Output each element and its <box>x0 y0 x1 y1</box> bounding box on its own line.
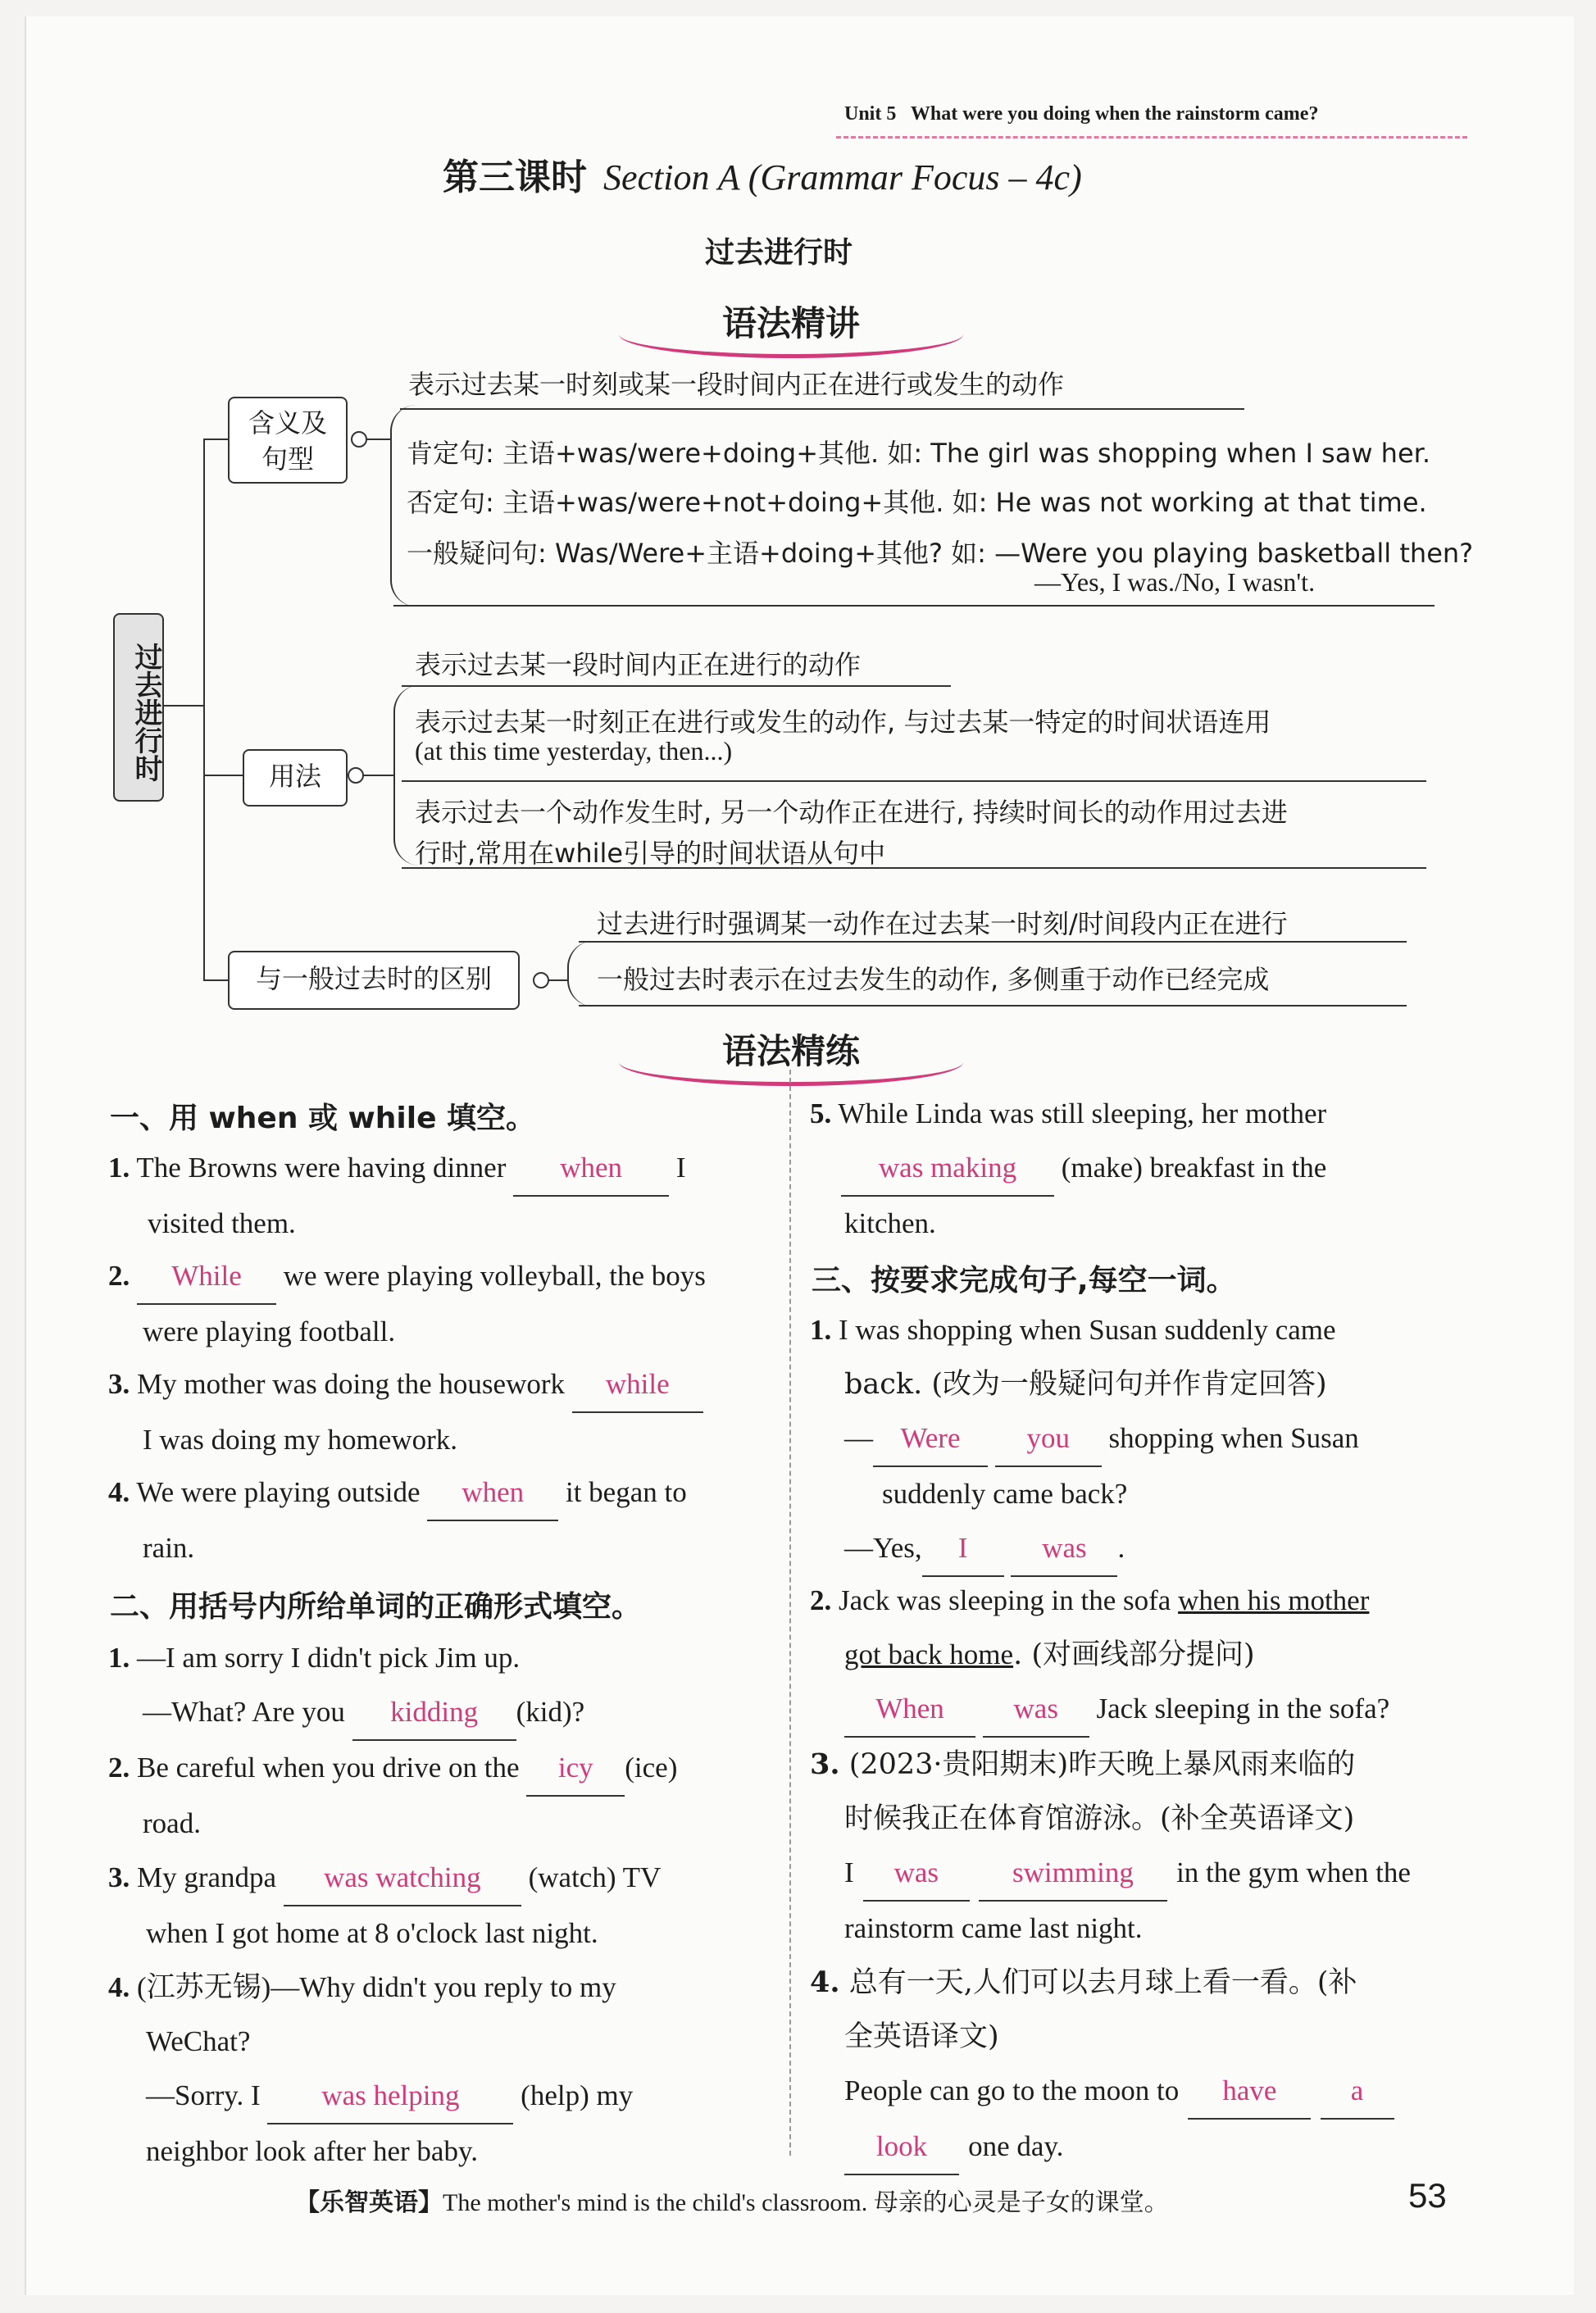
unit-title: What were you doing when the rainstorm came? <box>910 103 1319 125</box>
node2-circle <box>348 767 364 784</box>
node2-usage-b2: (at this time yesterday, then...) <box>415 736 733 766</box>
header-divider <box>836 136 1467 139</box>
banner-label: 语法精练 <box>721 1031 860 1071</box>
s3-question-4: 4. 总有一天,人们可以去月球上看一看。(补 全英语译文) People can go to the moon to have a look one day. <box>810 1956 1394 2175</box>
footer-brand: 【乐智英语】 <box>295 2188 443 2217</box>
s2-question-2: 2. Be careful when you drive on the icy (ice) road. <box>108 1741 677 1851</box>
answer-blank[interactable]: when <box>513 1141 669 1197</box>
answer-blank[interactable]: kidding <box>352 1685 516 1741</box>
node3-diff-b: 一般过去时表示在过去发生的动作, 多侧重于动作已经完成 <box>597 964 1270 995</box>
node1-def-line <box>400 408 1244 410</box>
node3-link <box>548 979 567 981</box>
node3-diff-a: 过去进行时强调某一动作在过去某一时刻/时间段内正在进行 <box>597 908 1288 939</box>
answer-blank[interactable]: I <box>922 1521 1004 1577</box>
answer-blank[interactable]: When <box>844 1682 975 1738</box>
node2-c-line <box>402 867 1426 869</box>
answer-blank[interactable]: you <box>995 1411 1102 1467</box>
lesson-title <box>443 148 1082 200</box>
s1-question-4: 4. We were playing outside when it began to rain. <box>108 1466 687 1575</box>
s1-question-2: 2. While we were playing volleyball, the boys were playing football. <box>108 1249 706 1359</box>
answer-blank[interactable]: was <box>1011 1521 1117 1577</box>
node3-circle <box>533 972 549 988</box>
node2-link <box>362 775 393 776</box>
branch3-connector <box>203 979 228 981</box>
branch2-connector <box>203 775 243 776</box>
answer-blank[interactable]: was making <box>841 1141 1054 1197</box>
root-connector <box>164 705 203 707</box>
node2-usage-b1: 表示过去某一时刻正在进行或发生的动作, 与过去某一特定的时间状语连用 <box>415 707 1271 738</box>
node1-positive: 肯定句: 主语+was/were+doing+其他. 如: The girl was shopping when I saw her. <box>407 438 1431 469</box>
answer-blank[interactable]: when <box>427 1466 558 1521</box>
s3-question-2: 2. Jack was sleeping in the sofa when his mother got back home. (对画线部分提问) When was Jack sleeping in the sofa? <box>810 1574 1389 1738</box>
s1-question-1: 1. The Browns were having dinner when I visited them. <box>108 1141 686 1251</box>
column-divider <box>789 1070 791 2156</box>
branch1-connector <box>203 439 228 440</box>
answer-blank[interactable]: a <box>1321 2064 1394 2120</box>
page-edge <box>25 16 26 2295</box>
unit-label: Unit 5 <box>844 103 897 125</box>
banner-label: 语法精讲 <box>721 303 860 343</box>
node2-b-line <box>402 780 1426 782</box>
answer-blank[interactable]: was <box>863 1846 970 1902</box>
node-difference: 与一般过去时的区别 <box>228 951 520 1010</box>
answer-blank[interactable]: was watching <box>284 1851 521 1906</box>
node-meaning: 含义及句型 <box>228 397 348 484</box>
answer-blank[interactable]: was <box>983 1682 1089 1738</box>
answer-blank[interactable]: While <box>137 1249 276 1305</box>
node2-usage-c1: 表示过去一个动作发生时, 另一个动作正在进行, 持续时间长的动作用过去进 <box>415 797 1288 828</box>
node1-bottom-line <box>393 605 1435 607</box>
footer-quote <box>295 2182 1169 2218</box>
s2-question-1: 1. —I am sorry I didn't pick Jim up. —What? Are you kidding (kid)? <box>108 1631 584 1741</box>
s2-question-5: 5. While Linda was still sleeping, her mother was making (make) breakfast in the kitchen. <box>810 1097 1327 1239</box>
node2-a-line <box>402 685 951 687</box>
trunk-line <box>203 439 205 979</box>
node1-question: 一般疑问句: Was/Were+主语+doing+其他? 如: —Were you playing basketball then? <box>407 538 1474 569</box>
footer-text: The mother's mind is the child's classroom. 母亲的心灵是子女的课堂。 <box>443 2189 1169 2216</box>
answer-blank[interactable]: have <box>1188 2064 1311 2120</box>
s3-question-1: 1. I was shopping when Susan suddenly came back. (改为一般疑问句并作肯定回答) — Were you shopping when Susan suddenly came back? —Yes, I was . <box>810 1303 1359 1577</box>
node1-definition: 表示过去某一时刻或某一段时间内正在进行或发生的动作 <box>408 369 1065 400</box>
running-header <box>844 103 1318 125</box>
topic-title: 过去进行时 <box>705 236 853 270</box>
node2-usage-a: 表示过去某一段时间内正在进行的动作 <box>415 649 862 680</box>
s3-question-3: 3. (2023·贵阳期末)昨天晚上暴风雨来临的 时候我正在体育馆游泳。(补全英语译文) I was swimming in the gym when the rainstorm came last night. <box>810 1747 1411 1944</box>
s2-question-4: 4. (江苏无锡)—Why didn't you reply to my WeChat? —Sorry. I was helping (help) my neighbor look after her baby. <box>108 1971 634 2167</box>
node1-link <box>366 439 390 440</box>
node1-answer: —Yes, I was./No, I wasn't. <box>1034 567 1316 597</box>
s1-question-3: 3. My mother was doing the housework while I was doing my homework. <box>108 1357 703 1467</box>
mindmap-root: 过去进行时 <box>113 613 164 802</box>
answer-blank[interactable]: Were <box>873 1411 988 1467</box>
lesson-section: Section A (Grammar Focus – 4c) <box>603 157 1082 198</box>
node3-a-line <box>579 941 1407 943</box>
banner-grammar-practice <box>619 1025 963 1086</box>
section3-title: 三、按要求完成句子,每空一词。 <box>812 1264 1236 1297</box>
answer-blank[interactable]: was helping <box>267 2069 513 2124</box>
section1-title: 一、用 when 或 while 填空。 <box>110 1102 536 1135</box>
lesson-number: 第三课时 <box>443 157 587 198</box>
node1-circle <box>351 431 367 448</box>
answer-blank[interactable]: icy <box>526 1741 625 1797</box>
node2-usage-c2: 行时,常用在while引导的时间状语从句中 <box>415 838 886 869</box>
section2-title: 二、用括号内所给单词的正确形式填空。 <box>110 1590 642 1624</box>
node3-b-line <box>579 1005 1407 1007</box>
node1-negative: 否定句: 主语+was/were+not+doing+其他. 如: He was not working at that time. <box>407 487 1427 518</box>
answer-blank[interactable]: while <box>572 1357 703 1413</box>
answer-blank[interactable]: look <box>844 2120 959 2175</box>
s2-question-3: 3. My grandpa was watching (watch) TV when I got home at 8 o'clock last night. <box>108 1851 661 1961</box>
page-number: 53 <box>1408 2176 1447 2215</box>
banner-grammar-explain <box>619 297 963 358</box>
answer-blank[interactable]: swimming <box>979 1846 1167 1902</box>
node-usage: 用法 <box>243 749 348 807</box>
